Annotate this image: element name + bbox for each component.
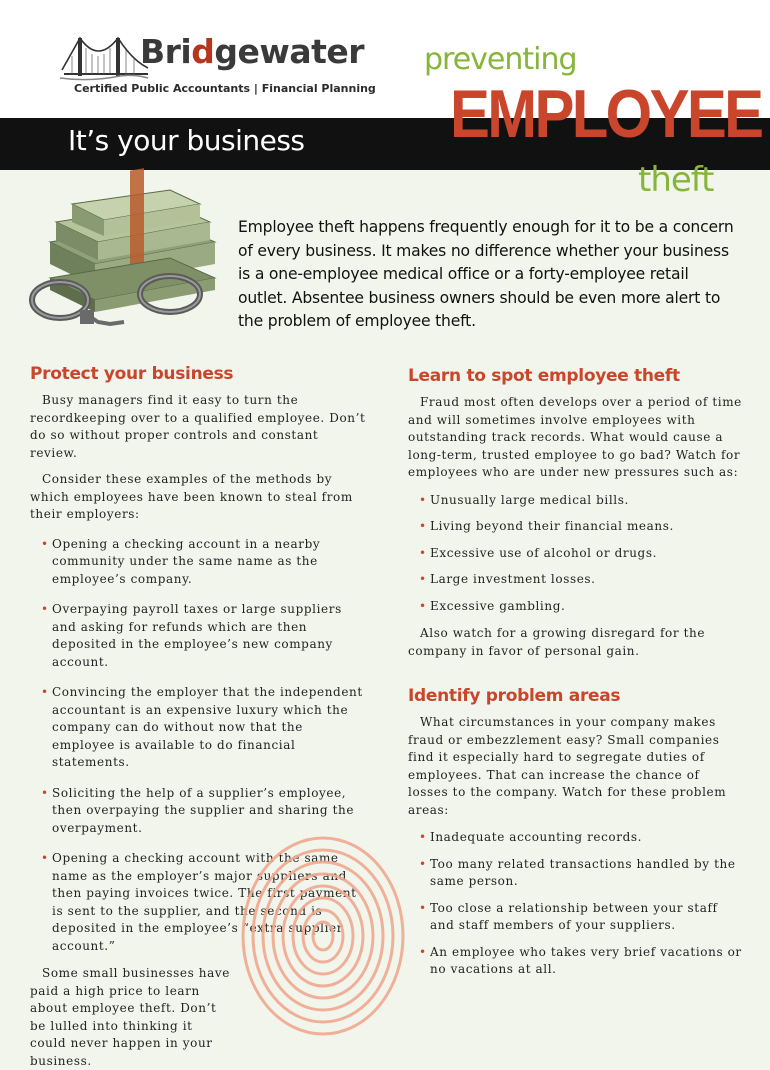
- protect-paragraph-2: Consider these examples of the methods by which employees have been known to steal from their employers:: [30, 472, 353, 521]
- protect-closing: Some small businesses have paid a high price to learn about employee theft. Don’t be lulled into thinking it could never happen in your business.: [30, 966, 230, 1068]
- spot-paragraph-1: Fraud most often develops over a period of time and will sometimes involve employees with outstanding track records. What would cause a long-term, trusted employee to go bad? Watch for employees who are under new pressures such as:: [408, 395, 742, 479]
- problems-list: [408, 829, 743, 979]
- list-item: • Overpaying payroll taxes or large suppliers and asking for refunds which are then deposited in the employee’s new company account.: [30, 601, 368, 671]
- brand-subtitle: Certified Public Accountants | Financial Planning: [74, 82, 376, 95]
- title-preventing: preventing: [424, 42, 577, 77]
- problems-paragraph: What circumstances in your company makes fraud or embezzlement easy? Small companies find it especially hard to segregate duties of employees. That can increase the chance of losses to the company. Watch for these problem areas:: [408, 715, 727, 817]
- brand-name: Bridgewater: [140, 32, 365, 71]
- list-item: • Convincing the employer that the independent accountant is an expensive luxury which the company can do without now that the employee is available to do financial statements.: [30, 684, 368, 772]
- list-item: • An employee who takes very brief vacations or no vacations at all.: [408, 944, 743, 979]
- list-item: • Excessive use of alcohol or drugs.: [408, 545, 743, 563]
- title-theft: theft: [638, 160, 714, 200]
- list-item: • Inadequate accounting records.: [408, 829, 743, 847]
- intro-paragraph: Employee theft happens frequently enough for it to be a concern of every business. It makes no difference whether your business is a one-employee medical office or a forty-employee retail outlet. Absentee business owners should be even more alert to the problem of employee theft.: [238, 218, 734, 330]
- brand-logo: [60, 30, 376, 100]
- spot-list: [408, 492, 743, 616]
- spot-heading: Learn to spot employee theft: [408, 366, 680, 386]
- title-employee: EMPLOYEE: [450, 76, 762, 152]
- list-item: • Soliciting the help of a supplier’s employee, then overpaying the supplier and sharing the overpayment.: [30, 785, 368, 838]
- list-item: • Opening a checking account with the same name as the employer’s major suppliers and then paying invoices twice. The first payment is sent to the supplier, and the second is deposited in the employee’s “extra supplier account.”: [30, 850, 368, 955]
- spot-section: [408, 366, 743, 979]
- spot-paragraph-2: Also watch for a growing disregard for the company in favor of personal gain.: [408, 626, 706, 658]
- list-item: • Large investment losses.: [408, 571, 743, 589]
- list-item: • Unusually large medical bills.: [408, 492, 743, 510]
- list-item: • Too many related transactions handled by the same person.: [408, 856, 743, 891]
- protect-paragraph-1: Busy managers find it easy to turn the recordkeeping over to a qualified employee. Don’t do so without proper controls and constant review.: [30, 393, 366, 460]
- problems-heading: Identify problem areas: [408, 686, 621, 706]
- list-item: • Excessive gambling.: [408, 598, 743, 616]
- fingerprint-image: [228, 826, 408, 1024]
- bridge-logo-icon: [60, 30, 150, 82]
- tagline: It’s your business: [68, 124, 305, 157]
- protect-heading: Protect your business: [30, 364, 234, 384]
- list-item: • Too close a relationship between your staff and staff members of your suppliers.: [408, 900, 743, 935]
- list-item: • Opening a checking account in a nearby community under the same name as the employee’s company.: [30, 536, 368, 589]
- list-item: • Living beyond their financial means.: [408, 518, 743, 536]
- money-handcuffs-image: [20, 182, 230, 342]
